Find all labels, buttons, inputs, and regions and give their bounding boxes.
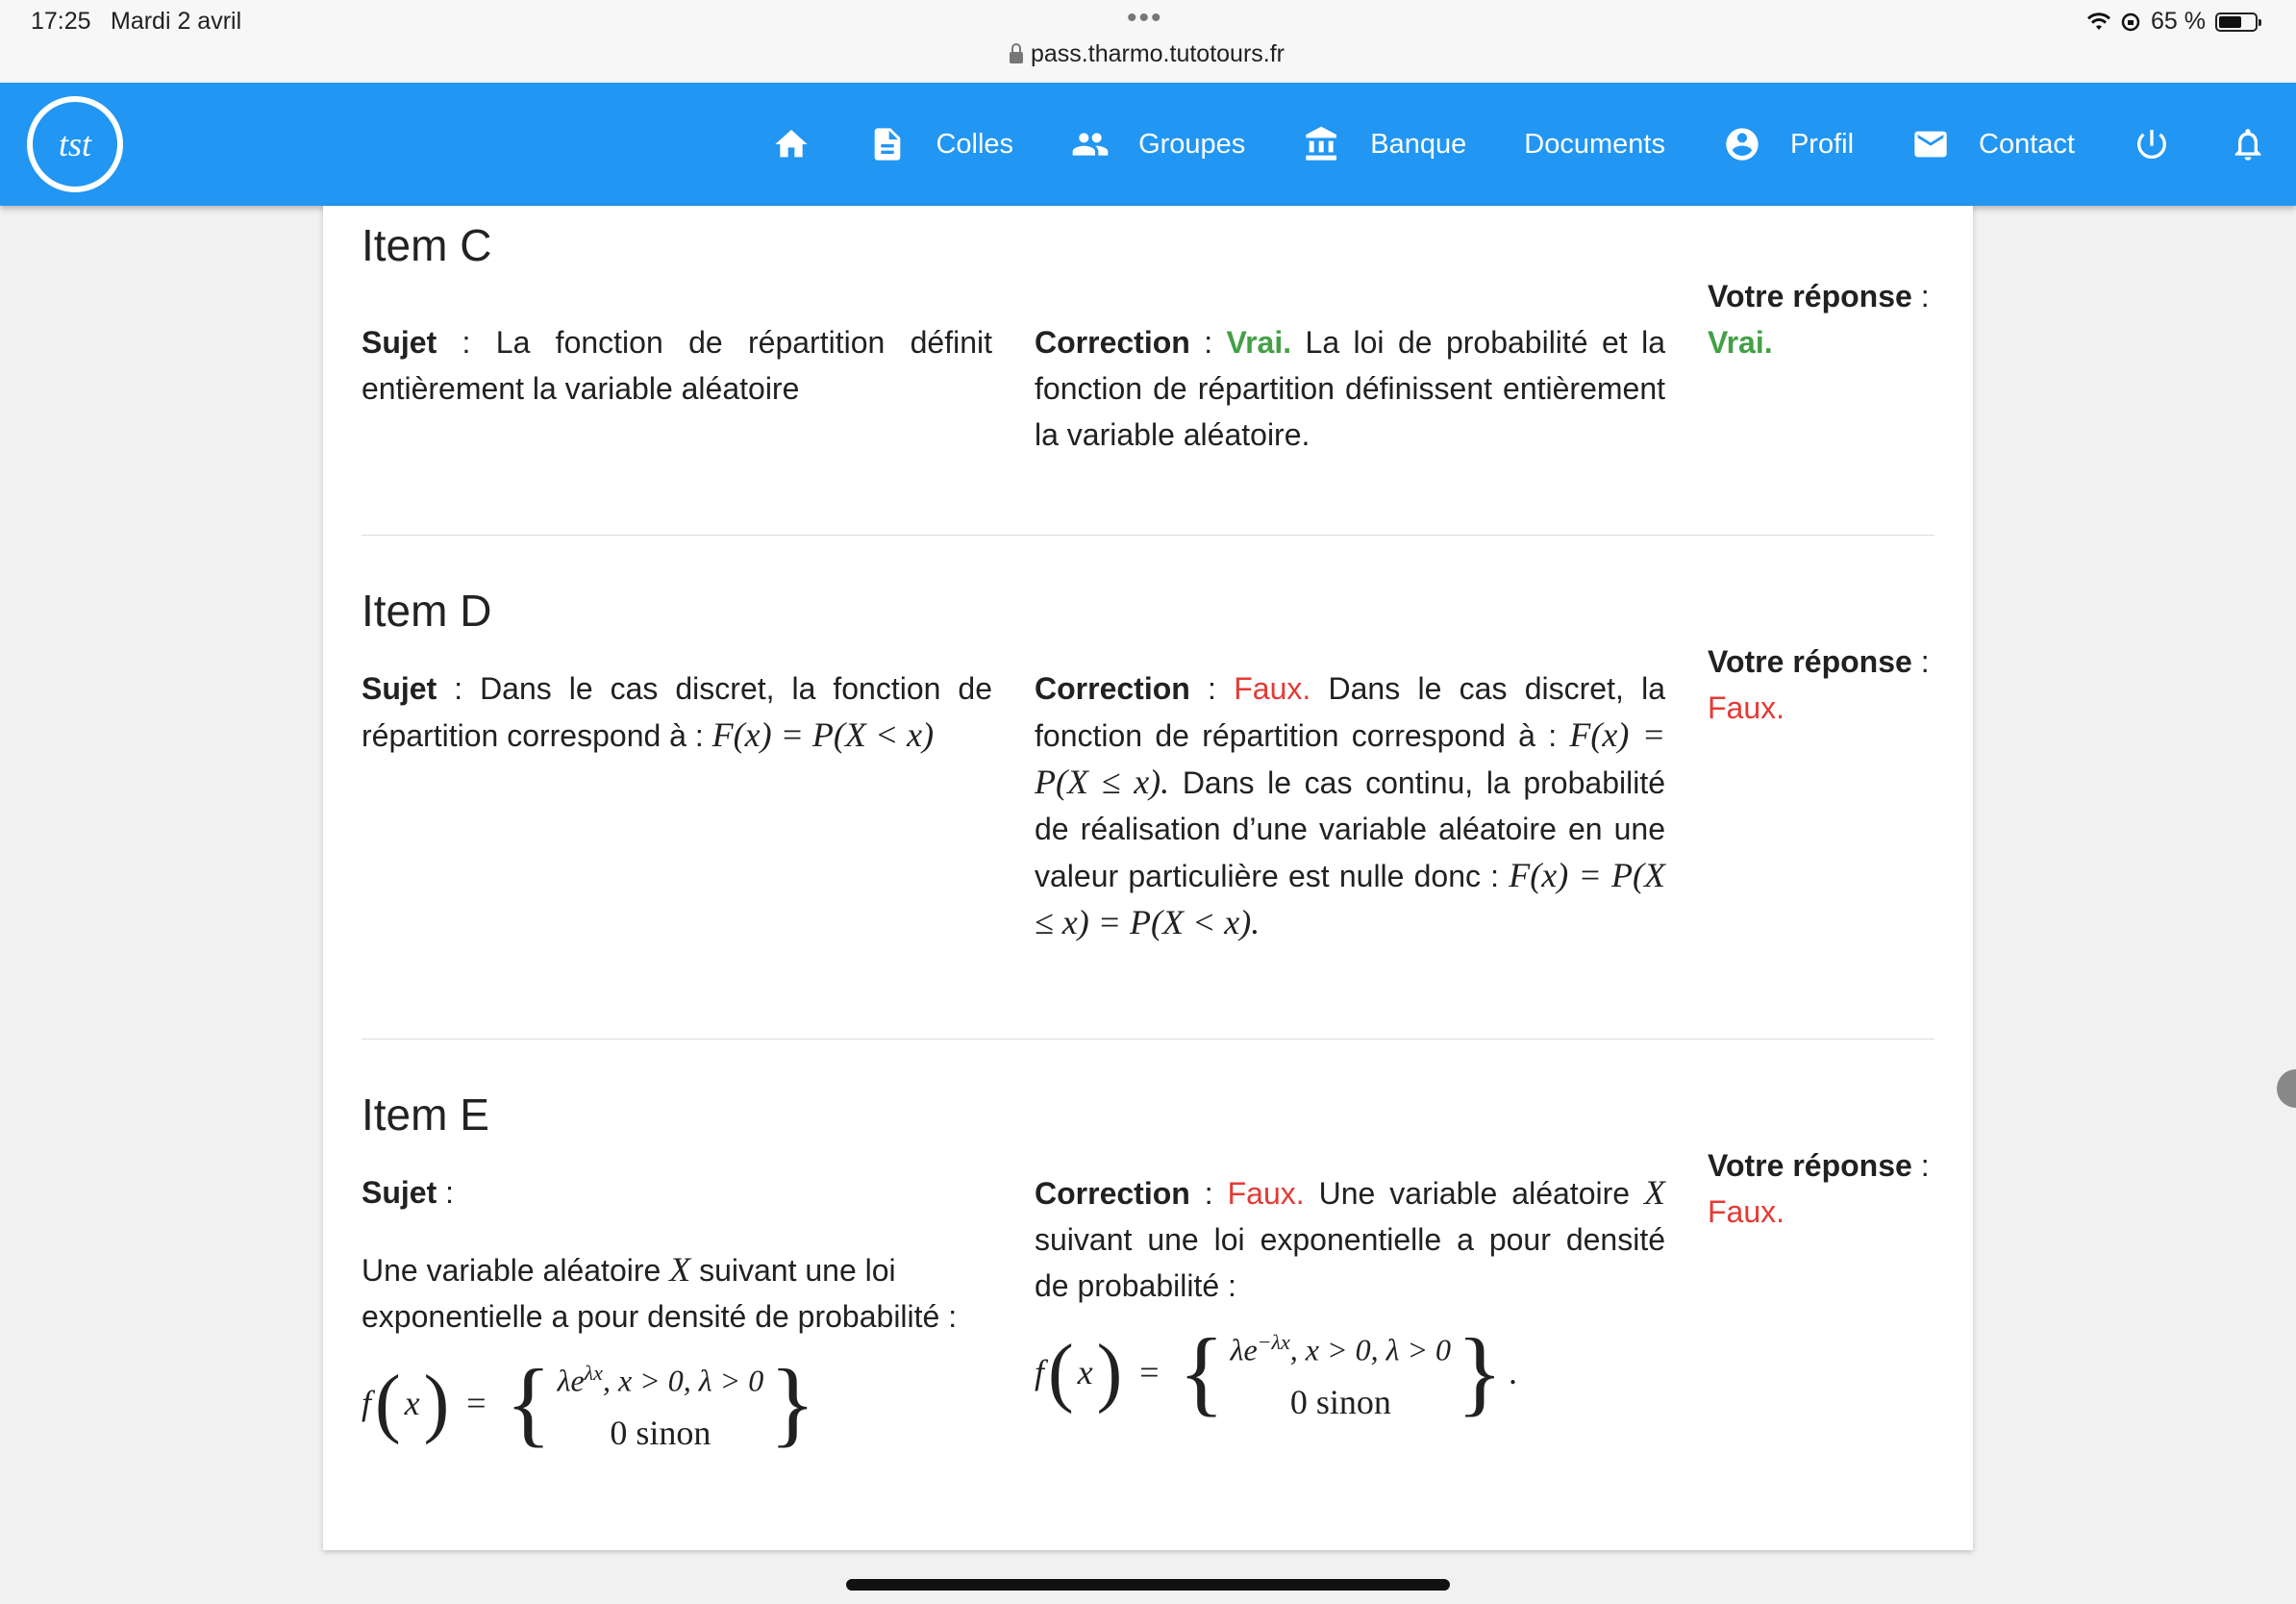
case-2: 0 sinon (1289, 1382, 1391, 1421)
correction-card (323, 206, 1973, 1550)
nav-label-groupes: Groupes (1138, 128, 1246, 160)
correction-verdict: Faux. (1227, 1176, 1305, 1211)
reponse-value: Faux. (1708, 690, 1785, 725)
case-2: 0 sinon (610, 1413, 711, 1452)
url-bar[interactable] (1010, 40, 1288, 68)
case-1-condition: , x > 0, λ > 0 (1289, 1332, 1452, 1367)
sujet-label: Sujet (362, 671, 437, 706)
correction-text-1: Dans le cas discret, la fonction de répartition correspond à : (1035, 671, 1666, 753)
url-text: pass.tharmo.tutotours.fr (1031, 40, 1285, 67)
nav-home[interactable] (743, 83, 839, 206)
case-1-exponent: λx (584, 1361, 603, 1385)
account-circle-icon (1723, 125, 1761, 163)
reponse-block: Votre réponse : Vrai. (1708, 279, 1930, 360)
logo-text: tst (58, 125, 91, 163)
sujet-density-formula: f ( x ) = { $\lambda e^{\lambda x}$, x > 0, λ > 0 0 sinon } (362, 1347, 992, 1459)
reponse-value: Faux. (1708, 1194, 1785, 1229)
rotation-lock-icon (2120, 12, 2141, 33)
colon: : (1189, 671, 1235, 706)
correction-density-formula: f ( x ) = { $\lambda e^{-\lambda x}$, x > 0, λ > 0 0 sinon } . (1035, 1316, 1665, 1428)
correction-block (1035, 665, 1665, 946)
sujet-text: La fonction de répartition définit entièrement la variable aléatoire (362, 325, 992, 406)
correction-variable: X (1644, 1173, 1666, 1212)
reponse-label: Votre réponse (1708, 279, 1912, 313)
bell-icon (2229, 125, 2267, 163)
status-bar (0, 0, 2296, 83)
correction-verdict: Faux. (1234, 671, 1311, 706)
status-time: 17:25 (31, 8, 91, 35)
item-c (362, 219, 1934, 452)
lock-icon (1010, 52, 1023, 63)
case-1-base: λe (1230, 1332, 1258, 1367)
correction-block (1035, 319, 1665, 458)
nav-label-documents: Documents (1524, 128, 1665, 160)
correction-label: Correction (1035, 671, 1190, 706)
document-icon (868, 125, 907, 163)
battery-icon (2215, 13, 2258, 32)
bank-icon (1303, 125, 1341, 163)
colon: : (437, 671, 481, 706)
wifi-icon (2087, 13, 2110, 32)
sujet-label: Sujet (362, 1175, 437, 1210)
sujet-block (362, 319, 992, 412)
correction-formula-1: F(x) = P(X ≤ x). (1035, 715, 1666, 801)
reponse-value: Vrai. (1708, 325, 1773, 360)
battery-percent: 65 % (2151, 8, 2206, 35)
nav-colles[interactable] (839, 83, 1042, 206)
scrollbar-thumb[interactable] (2277, 1069, 2296, 1108)
nav-notifications[interactable] (2200, 83, 2296, 206)
correction-block (1035, 1169, 1665, 1428)
sujet-label: Sujet (362, 325, 437, 360)
status-indicators (2087, 8, 2258, 36)
nav-label-banque: Banque (1370, 128, 1467, 160)
sujet-variable: X (669, 1250, 691, 1289)
correction-verdict: Vrai. (1226, 325, 1292, 360)
correction-text-1: Une variable aléatoire (1318, 1176, 1631, 1211)
more-dots-icon[interactable]: ••• (1127, 2, 1163, 34)
colon: : (1189, 325, 1227, 360)
reponse-block: Votre réponse : Faux. (1708, 1148, 1930, 1229)
nav-profil[interactable] (1694, 83, 1883, 206)
reponse-label: Votre réponse (1708, 1148, 1912, 1183)
mail-icon (1911, 125, 1950, 163)
nav-banque[interactable] (1274, 83, 1495, 206)
reponse-block: Votre réponse : Faux. (1708, 644, 1930, 725)
colon: : (437, 325, 496, 360)
power-icon (2133, 125, 2171, 163)
divider (362, 535, 1934, 536)
nav-label-profil: Profil (1789, 128, 1855, 160)
correction-text: La loi de probabilité et la fonction de répartition définissent entièrement la variable aléatoire. (1035, 325, 1665, 452)
nav-logout[interactable] (2104, 83, 2200, 206)
case-1-exponent: −λx (1257, 1330, 1290, 1354)
top-navbar (0, 83, 2296, 206)
status-date: Mardi 2 avril (111, 8, 242, 35)
item-title: Item E (362, 1090, 489, 1140)
correction-text-2: Dans le cas continu, la probabilité de réalisation d’une variable aléatoire en une valeur particulière est nulle donc : (1035, 765, 1666, 893)
sujet-text: Dans le cas discret, la fonction de répartition correspond à : (362, 671, 992, 753)
sujet-block: Sujet : Une variable aléatoire X suivant une loi exponentielle a pour densité de probabilité : f ( x ) = { $\lambda e^{\lambda x}$, x > 0, λ > 0 0 sinon } (362, 1169, 992, 1459)
divider (362, 1039, 1934, 1040)
tst-logo[interactable] (27, 96, 123, 192)
sujet-intro: Une variable aléatoire (362, 1253, 661, 1288)
nav-label-colles: Colles (936, 128, 1014, 160)
nav-menu (743, 83, 2296, 206)
colon: : (1189, 1176, 1228, 1211)
correction-formula-2: F(x) = P(X ≤ x) = P(X < x). (1035, 856, 1666, 941)
sujet-formula: F(x) = P(X < x) (711, 715, 935, 754)
nav-documents[interactable] (1495, 83, 1694, 206)
item-title: Item D (362, 586, 492, 636)
nav-contact[interactable] (1883, 83, 2104, 206)
sujet-text: suivant une loi exponentielle a pour densité de probabilité : (362, 1253, 958, 1334)
correction-label: Correction (1035, 325, 1190, 360)
correction-label: Correction (1035, 1176, 1190, 1211)
case-1-condition: , x > 0, λ > 0 (602, 1363, 764, 1398)
correction-text-2: suivant une loi exponentielle a pour densité de probabilité : (1035, 1222, 1665, 1303)
nav-label-contact: Contact (1979, 128, 2075, 160)
item-title: Item C (362, 220, 492, 270)
item-d (362, 585, 1934, 941)
group-icon (1071, 125, 1110, 163)
sujet-block (362, 665, 992, 759)
reponse-label: Votre réponse (1708, 644, 1912, 679)
case-1-base: λe (557, 1363, 585, 1398)
home-icon (772, 125, 811, 163)
home-indicator[interactable] (846, 1579, 1450, 1591)
nav-groupes[interactable] (1042, 83, 1274, 206)
